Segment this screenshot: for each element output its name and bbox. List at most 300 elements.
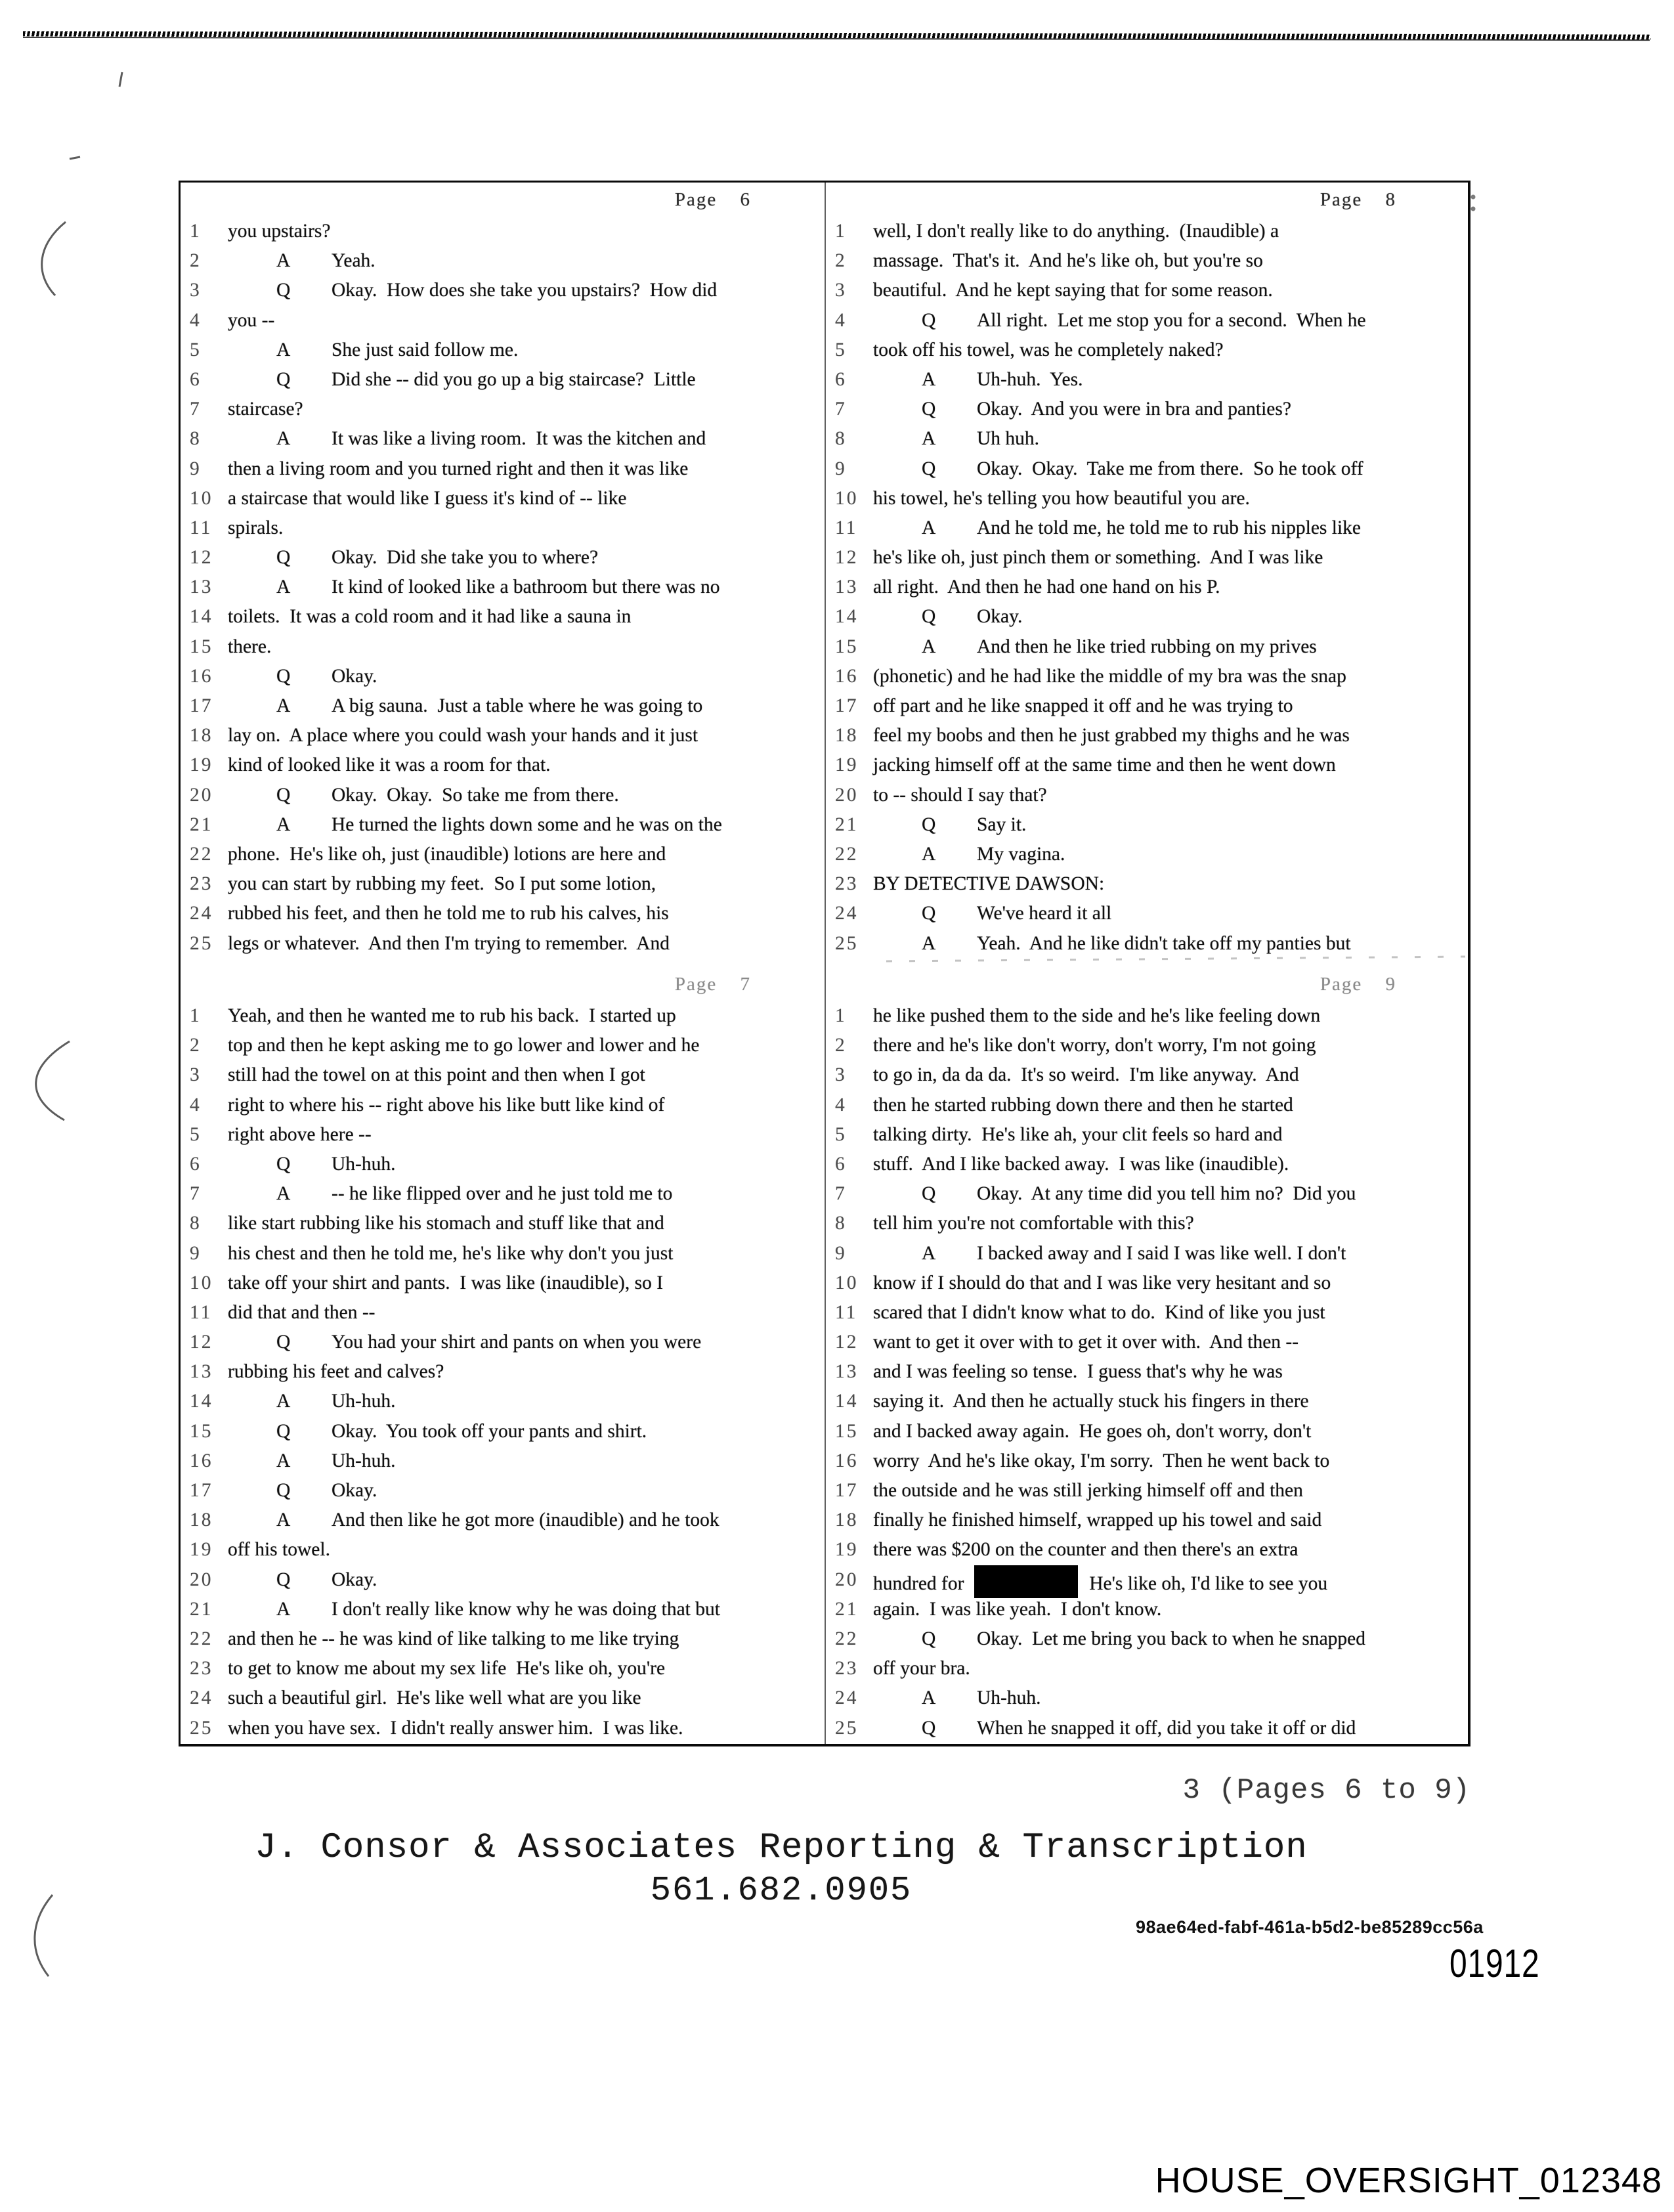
page-header: Page 7 <box>674 974 751 995</box>
transcript-line <box>181 929 825 959</box>
page-lines <box>181 1001 825 1743</box>
bates-number: HOUSE_OVERSIGHT_012348 <box>1155 2161 1662 2200</box>
transcript-line <box>826 1535 1470 1565</box>
transcript-line <box>181 1654 825 1683</box>
transcript-line <box>181 781 825 810</box>
line-text: And he told me, he told me to rub his nipples like <box>977 517 1362 538</box>
transcript-line <box>826 1269 1470 1298</box>
line-number: 10 <box>835 1272 859 1293</box>
speaker-label: A <box>922 1242 936 1264</box>
transcript-line <box>826 543 1470 573</box>
speaker-label: Q <box>276 1480 291 1501</box>
line-text: Okay. Let me bring you back to when he snapped <box>977 1628 1366 1649</box>
line-number: 22 <box>190 1628 213 1649</box>
transcript-line <box>826 424 1470 454</box>
line-number: 1 <box>190 1005 202 1026</box>
line-text: feel my boobs and then he just grabbed my thighs and he was <box>873 725 1350 747</box>
line-text: Uh-huh. <box>332 1153 396 1175</box>
speaker-label: Q <box>922 1628 936 1649</box>
line-number: 23 <box>835 1658 859 1680</box>
line-number: 23 <box>190 873 213 895</box>
line-number: 21 <box>835 1598 859 1620</box>
transcript-line <box>181 1269 825 1298</box>
line-text: to -- should I say that? <box>873 784 1047 806</box>
line-text: there and he's like don't worry, don't worry, I'm not going <box>873 1035 1316 1056</box>
line-text: there was $200 on the counter and then there's an extra <box>873 1539 1298 1561</box>
transcript-line <box>181 1150 825 1179</box>
line-text: worry And he's like okay, I'm sorry. Then he went back to <box>873 1450 1330 1471</box>
transcript-line <box>826 1446 1470 1476</box>
transcript-line <box>181 1239 825 1269</box>
transcript-line <box>826 691 1470 721</box>
line-text: scared that I didn't know what to do. Kind of like you just <box>873 1301 1325 1323</box>
speaker-label: A <box>276 1509 291 1531</box>
line-number: 18 <box>190 1509 213 1531</box>
line-number: 6 <box>190 368 202 390</box>
line-number: 4 <box>190 1094 202 1116</box>
transcript-line <box>826 1417 1470 1446</box>
line-text: his towel, he's telling you how beautiful you are. <box>873 487 1250 509</box>
line-text: talking dirty. He's like ah, your clit feels so hard and <box>873 1123 1283 1145</box>
transcript-line <box>181 721 825 750</box>
line-number: 11 <box>835 517 858 538</box>
line-text: (phonetic) and he had like the middle of my bra was the snap <box>873 665 1346 687</box>
line-text: My vagina. <box>977 843 1065 865</box>
speaker-label: Q <box>276 1332 291 1353</box>
speaker-label: A <box>276 695 291 716</box>
line-text: off his towel. <box>228 1539 330 1561</box>
line-number: 8 <box>835 428 847 450</box>
line-number: 17 <box>835 695 859 716</box>
document-uuid: 98ae64ed-fabf-461a-b5d2-be85289cc56a <box>1136 1917 1484 1937</box>
speck-icon <box>119 72 122 87</box>
line-number: 12 <box>835 547 859 569</box>
line-number: 18 <box>190 725 213 747</box>
speaker-label: A <box>276 428 291 450</box>
line-text: top and then he kept asking me to go lower and lower and he <box>228 1035 700 1056</box>
transcript-line <box>181 840 825 869</box>
reporting-company-name: J. Consor & Associates Reporting & Transcription <box>255 1828 1308 1868</box>
transcript-line <box>826 1328 1470 1357</box>
line-number: 3 <box>835 1064 847 1086</box>
transcript-line <box>181 1446 825 1476</box>
speaker-label: Q <box>276 547 291 569</box>
transcript-line <box>181 869 825 899</box>
line-text: to go in, da da da. It's so weird. I'm like anyway. And <box>873 1064 1299 1086</box>
line-number: 6 <box>835 1153 847 1175</box>
transcript-line <box>826 573 1470 602</box>
line-text: hundred for He's like oh, I'd like to see you <box>873 1565 1327 1599</box>
line-text: there. <box>228 636 272 657</box>
line-number: 20 <box>835 1569 859 1590</box>
transcript-line <box>181 1328 825 1357</box>
speaker-label: Q <box>922 606 936 628</box>
line-number: 7 <box>835 399 847 420</box>
transcript-line <box>826 306 1470 336</box>
speaker-label: A <box>276 576 291 598</box>
speck-icon <box>70 157 80 159</box>
line-text: All right. Let me stop you for a second. When he <box>977 309 1366 331</box>
line-text: It kind of looked like a bathroom but there was no <box>332 576 720 598</box>
line-number: 8 <box>190 428 202 450</box>
line-text: staircase? <box>228 399 303 420</box>
transcript-line <box>826 1060 1470 1090</box>
transcript-line <box>826 1624 1470 1654</box>
line-number: 15 <box>190 636 213 657</box>
speaker-label: A <box>922 636 936 657</box>
line-number: 14 <box>835 1391 859 1412</box>
transcript-line <box>181 306 825 336</box>
transcript-line <box>826 276 1470 305</box>
line-text: rubbing his feet and calves? <box>228 1361 444 1383</box>
line-text: right to where his -- right above his like butt like kind of <box>228 1094 665 1116</box>
speaker-label: A <box>922 932 936 954</box>
transcript-line <box>826 1565 1470 1595</box>
line-text: massage. That's it. And he's like oh, but you're so <box>873 250 1263 272</box>
line-number: 1 <box>835 221 847 242</box>
transcript-line <box>181 573 825 602</box>
transcript-line <box>181 1001 825 1031</box>
speaker-label: Q <box>922 1717 936 1739</box>
line-text: Okay. <box>332 665 377 687</box>
transcript-page-6 <box>181 183 825 964</box>
line-text: I don't really like know why he was doing that but <box>332 1598 720 1620</box>
reporting-company-phone: 561.682.0905 <box>650 1871 912 1910</box>
line-number: 16 <box>835 1450 859 1471</box>
speaker-label: A <box>922 1687 936 1709</box>
line-number: 4 <box>835 1094 847 1116</box>
transcript-line <box>826 1150 1470 1179</box>
line-text: Uh-huh. Yes. <box>977 368 1083 390</box>
line-number: 21 <box>190 813 213 835</box>
line-text: well, I don't really like to do anything. (Inaudible) a <box>873 221 1279 242</box>
transcript-line <box>826 602 1470 632</box>
transcript-line <box>826 217 1470 246</box>
binder-arc-icon <box>36 1041 70 1120</box>
line-number: 5 <box>190 339 202 360</box>
line-number: 17 <box>835 1480 859 1501</box>
transcript-line <box>826 1595 1470 1624</box>
transcript-line <box>181 602 825 632</box>
line-number: 5 <box>190 1123 202 1145</box>
line-text: Okay. You took off your pants and shirt. <box>332 1420 647 1442</box>
line-number: 11 <box>190 517 213 538</box>
line-number: 7 <box>190 399 202 420</box>
line-number: 16 <box>835 665 859 687</box>
line-text: Yeah. And he like didn't take off my panties but <box>977 932 1351 954</box>
transcript-line <box>826 246 1470 276</box>
line-number: 25 <box>190 1717 213 1739</box>
transcript-line <box>181 750 825 780</box>
line-number: 23 <box>190 1658 213 1680</box>
line-text: lay on. A place where you could wash your hands and it just <box>228 725 698 747</box>
binder-arc-icon <box>42 222 66 295</box>
line-number: 5 <box>835 339 847 360</box>
line-text: he's like oh, just pinch them or something. And I was like <box>873 547 1323 569</box>
line-number: 4 <box>835 309 847 331</box>
transcript-line <box>826 662 1470 691</box>
speaker-label: Q <box>276 280 291 301</box>
line-text: When he snapped it off, did you take it off or did <box>977 1717 1356 1739</box>
line-text: BY DETECTIVE DAWSON: <box>873 873 1105 895</box>
line-text: and then he -- he was kind of like talking to me like trying <box>228 1628 679 1649</box>
speaker-label: A <box>276 1450 291 1471</box>
line-text: you -- <box>228 309 275 331</box>
transcript-line <box>826 1714 1470 1743</box>
line-number: 2 <box>835 1035 847 1056</box>
line-number: 11 <box>190 1301 213 1323</box>
line-text: when you have sex. I didn't really answer him. I was like. <box>228 1717 683 1739</box>
line-text: Okay. Okay. Take me from there. So he took off <box>977 458 1363 479</box>
line-text: finally he finished himself, wrapped up his towel and said <box>873 1509 1322 1531</box>
line-text: Uh huh. <box>977 428 1040 450</box>
transcript-line <box>181 1683 825 1713</box>
transcript-line <box>181 1031 825 1060</box>
speaker-label: Q <box>922 458 936 479</box>
transcript-line <box>826 1654 1470 1683</box>
line-number: 13 <box>190 1361 213 1383</box>
speaker-label: Q <box>922 903 936 924</box>
transcript-page-9 <box>826 967 1470 1748</box>
line-number: 4 <box>190 309 202 331</box>
line-text: -- he like flipped over and he just told me to <box>332 1183 673 1205</box>
line-text: and I was feeling so tense. I guess that's why he was <box>873 1361 1283 1383</box>
line-number: 12 <box>190 1332 213 1353</box>
transcript-line <box>826 1239 1470 1269</box>
transcript-line <box>826 810 1470 840</box>
speaker-label: Q <box>276 1153 291 1175</box>
line-text: And then like he got more (inaudible) and he took <box>332 1509 719 1531</box>
line-number: 15 <box>190 1420 213 1442</box>
line-text: Say it. <box>977 813 1027 835</box>
transcript-line <box>181 424 825 454</box>
line-text: Okay. How does she take you upstairs? How did <box>332 280 718 301</box>
page-header: Page 9 <box>1320 974 1396 995</box>
line-text: then he started rubbing down there and then he started <box>873 1094 1293 1116</box>
transcript-line <box>826 1387 1470 1416</box>
transcript-line <box>826 1357 1470 1387</box>
line-number: 21 <box>835 813 859 835</box>
transcript-line <box>181 543 825 573</box>
speaker-label: A <box>922 843 936 865</box>
transcript-line <box>181 395 825 424</box>
line-text: you upstairs? <box>228 221 331 242</box>
line-text: It was like a living room. It was the kitchen and <box>332 428 706 450</box>
line-number: 20 <box>190 1569 213 1590</box>
line-text: want to get it over with to get it over with. And then -- <box>873 1332 1299 1353</box>
page-range-label: 3 (Pages 6 to 9) <box>1182 1774 1470 1807</box>
transcript-line <box>181 1179 825 1209</box>
line-number: 18 <box>835 725 859 747</box>
transcript-line <box>181 1387 825 1416</box>
line-text: Okay. Did she take you to where? <box>332 547 599 569</box>
page-lines <box>826 1001 1470 1743</box>
line-number: 12 <box>190 547 213 569</box>
line-text: right above here -- <box>228 1123 372 1145</box>
line-text: beautiful. And he kept saying that for some reason. <box>873 280 1273 301</box>
line-number: 24 <box>835 1687 859 1709</box>
line-text: tell him you're not comfortable with this? <box>873 1213 1194 1234</box>
transcript-line <box>826 1031 1470 1060</box>
transcript-line <box>826 929 1470 959</box>
line-text: and I backed away again. He goes oh, don't worry, don't <box>873 1420 1312 1442</box>
transcript-line <box>181 1506 825 1535</box>
speaker-label: A <box>276 1598 291 1620</box>
line-number: 20 <box>190 784 213 806</box>
transcript-line <box>826 336 1470 365</box>
line-number: 2 <box>190 250 202 272</box>
transcript-line <box>181 810 825 840</box>
line-number: 9 <box>190 1242 202 1264</box>
transcript-line <box>826 454 1470 484</box>
transcript-line <box>826 1506 1470 1535</box>
line-text: to get to know me about my sex life He's like oh, you're <box>228 1658 666 1680</box>
speaker-label: A <box>276 339 291 360</box>
line-text: Did she -- did you go up a big staircase? Little <box>332 368 696 390</box>
transcript-line <box>181 1595 825 1624</box>
line-number: 6 <box>190 1153 202 1175</box>
transcript-line <box>181 1120 825 1150</box>
transcript-page-8 <box>826 183 1470 964</box>
transcript-line <box>181 1060 825 1090</box>
transcript-line <box>826 484 1470 513</box>
line-text: off your bra. <box>873 1658 970 1680</box>
speaker-label: A <box>276 1183 291 1205</box>
line-text: Okay. At any time did you tell him no? Did you <box>977 1183 1356 1205</box>
line-text: Okay. Okay. So take me from there. <box>332 784 619 806</box>
transcript-line <box>826 721 1470 750</box>
transcript-line <box>181 1298 825 1328</box>
speaker-label: Q <box>922 813 936 835</box>
transcript-line <box>826 869 1470 899</box>
speaker-label: A <box>922 517 936 538</box>
line-number: 17 <box>190 695 213 716</box>
line-text: Uh-huh. <box>977 1687 1041 1709</box>
transcript-line <box>181 484 825 513</box>
transcript-line <box>181 899 825 928</box>
line-text: again. I was like yeah. I don't know. <box>873 1598 1162 1620</box>
page-header: Page 6 <box>674 189 751 210</box>
transcript-grid <box>179 181 1470 1746</box>
transcript-line <box>826 365 1470 395</box>
line-number: 23 <box>835 873 859 895</box>
line-number: 19 <box>835 754 859 776</box>
transcript-line <box>826 781 1470 810</box>
line-text: all right. And then he had one hand on his P. <box>873 576 1220 598</box>
line-number: 12 <box>835 1332 859 1353</box>
speck-icon <box>1471 195 1476 200</box>
transcript-line <box>826 1120 1470 1150</box>
page-lines <box>826 217 1470 959</box>
transcript-line <box>181 217 825 246</box>
line-text: You had your shirt and pants on when you were <box>332 1332 702 1353</box>
speaker-label: Q <box>922 1183 936 1205</box>
line-text: A big sauna. Just a table where he was going to <box>332 695 703 716</box>
line-text: jacking himself off at the same time and then he went down <box>873 754 1336 776</box>
speaker-label: A <box>276 813 291 835</box>
line-number: 14 <box>835 606 859 628</box>
line-text: took off his towel, was he completely naked? <box>873 339 1224 360</box>
line-number: 25 <box>835 932 859 954</box>
line-number: 10 <box>835 487 859 509</box>
speaker-label: A <box>276 1391 291 1412</box>
line-number: 24 <box>190 903 213 924</box>
speaker-label: A <box>922 428 936 450</box>
line-text: spirals. <box>228 517 284 538</box>
speaker-label: Q <box>276 1420 291 1442</box>
speaker-label: Q <box>276 665 291 687</box>
line-text: Yeah, and then he wanted me to rub his back. I started up <box>228 1005 676 1026</box>
line-text: off part and he like snapped it off and he was trying to <box>873 695 1293 716</box>
line-number: 13 <box>190 576 213 598</box>
line-number: 5 <box>835 1123 847 1145</box>
speaker-label: A <box>276 250 291 272</box>
line-number: 10 <box>190 487 213 509</box>
page-lines <box>181 217 825 959</box>
line-text: She just said follow me. <box>332 339 519 360</box>
transcript-line <box>826 1209 1470 1238</box>
transcript-line <box>826 1298 1470 1328</box>
speaker-label: Q <box>276 1569 291 1590</box>
line-number: 2 <box>835 250 847 272</box>
transcript-line <box>181 1417 825 1446</box>
line-text: Uh-huh. <box>332 1391 396 1412</box>
line-text: Okay. <box>977 606 1023 628</box>
line-number: 9 <box>835 458 847 479</box>
line-text: legs or whatever. And then I'm trying to remember. And <box>228 932 670 954</box>
transcript-line <box>181 454 825 484</box>
transcript-line <box>826 1179 1470 1209</box>
line-text: Uh-huh. <box>332 1450 396 1471</box>
speaker-label: Q <box>276 784 291 806</box>
transcript-line <box>181 632 825 662</box>
line-number: 24 <box>190 1687 213 1709</box>
line-text: I backed away and I said I was like well. I don't <box>977 1242 1346 1264</box>
transcript-line <box>181 1714 825 1743</box>
line-number: 3 <box>190 1064 202 1086</box>
line-text: toilets. It was a cold room and it had like a sauna in <box>228 606 632 628</box>
line-number: 8 <box>190 1213 202 1234</box>
line-text: a staircase that would like I guess it's kind of -- like <box>228 487 627 509</box>
line-number: 9 <box>835 1242 847 1264</box>
line-number: 19 <box>835 1539 859 1561</box>
line-number: 1 <box>190 221 202 242</box>
transcript-line <box>181 365 825 395</box>
line-number: 14 <box>190 1391 213 1412</box>
line-number: 6 <box>835 368 847 390</box>
transcript-line <box>181 1624 825 1654</box>
line-text: like start rubbing like his stomach and stuff like that and <box>228 1213 664 1234</box>
line-number: 10 <box>190 1272 213 1293</box>
line-text: stuff. And I like backed away. I was like (inaudible). <box>873 1153 1289 1175</box>
line-number: 3 <box>190 280 202 301</box>
line-text: And then he like tried rubbing on my prives <box>977 636 1317 657</box>
line-number: 21 <box>190 1598 213 1620</box>
line-number: 25 <box>835 1717 859 1739</box>
transcript-line <box>181 1209 825 1238</box>
line-number: 14 <box>190 606 213 628</box>
line-number: 11 <box>835 1301 858 1323</box>
line-text: such a beautiful girl. He's like well what are you like <box>228 1687 641 1709</box>
speaker-label: Q <box>922 309 936 331</box>
line-text: phone. He's like oh, just (inaudible) lotions are here and <box>228 843 666 865</box>
line-number: 1 <box>835 1005 847 1026</box>
line-number: 22 <box>190 843 213 865</box>
transcript-line <box>826 750 1470 780</box>
transcript-line <box>181 246 825 276</box>
line-text: the outside and he was still jerking himself off and then <box>873 1480 1303 1501</box>
transcript-line <box>826 1091 1470 1120</box>
